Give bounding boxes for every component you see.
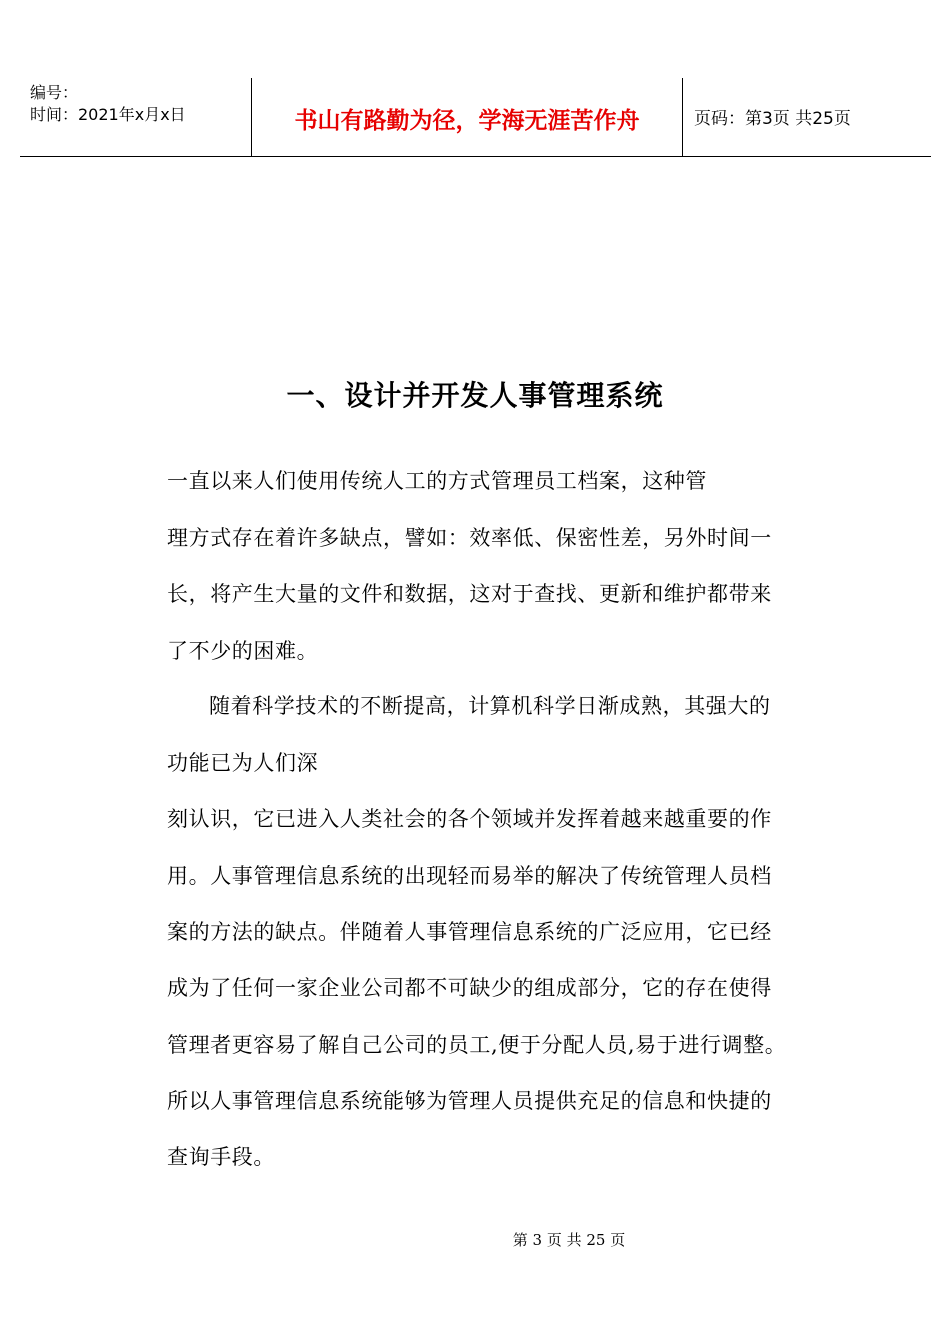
body-line: 所以人事管理信息系统能够为管理人员提供充足的信息和快捷的	[167, 1089, 772, 1113]
header-meta-cell	[20, 78, 252, 156]
header-motto: 书山有路勤为径，学海无涯苦作舟	[294, 108, 640, 134]
body-line: 管理者更容易了解自己公司的员工,便于分配人员,易于进行调整。	[167, 1033, 787, 1057]
document-time-label: 时间：2021年x月x日	[30, 105, 186, 124]
page-header	[20, 78, 931, 157]
body-line: 用。人事管理信息系统的出现轻而易举的解决了传统管理人员档	[167, 864, 772, 888]
body-line: 一直以来人们使用传统人工的方式管理员工档案，这种管	[167, 469, 707, 493]
document-title: 一、设计并开发人事管理系统	[286, 379, 664, 412]
document-number-label: 编号：	[30, 83, 79, 102]
body-line: 理方式存在着许多缺点，譬如：效率低、保密性差，另外时间一	[167, 526, 772, 550]
body-line: 随着科学技术的不断提高，计算机科学日渐成熟，其强大的	[209, 694, 771, 718]
body-line: 功能已为人们深	[167, 751, 319, 775]
body-line: 刻认识，它已进入人类社会的各个领域并发挥着越来越重要的作	[167, 807, 772, 831]
body-line: 案的方法的缺点。伴随着人事管理信息系统的广泛应用，它已经	[167, 920, 772, 944]
body-line: 成为了任何一家企业公司都不可缺少的组成部分，它的存在使得	[167, 976, 772, 1000]
header-page-info: 页码：第3页 共25页	[694, 109, 851, 129]
body-line: 长，将产生大量的文件和数据，这对于查找、更新和维护都带来	[167, 582, 772, 606]
page-footer: 第 3 页 共 25 页	[512, 1231, 626, 1249]
body-line: 查询手段。	[167, 1145, 275, 1169]
header-page-cell	[683, 78, 931, 156]
body-line: 了不少的困难。	[167, 639, 319, 663]
header-motto-cell	[252, 78, 683, 156]
